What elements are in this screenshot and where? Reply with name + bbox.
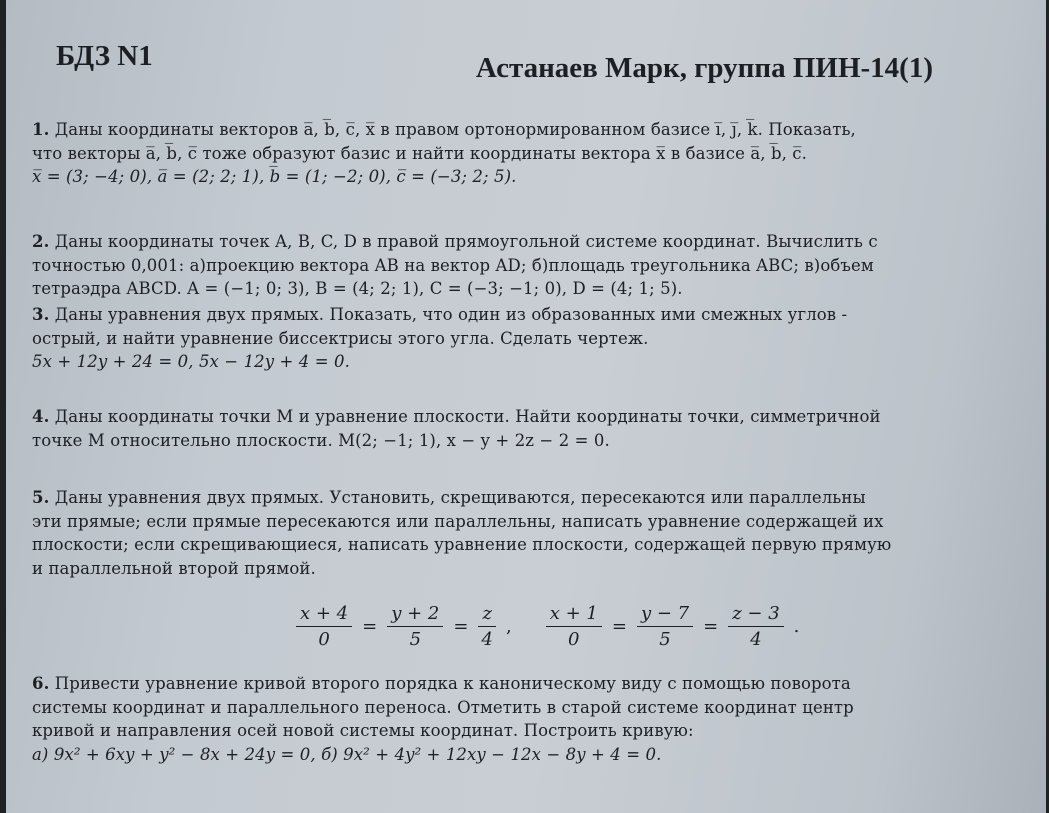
- document-title: БДЗ N1: [56, 40, 153, 72]
- problem-line: системы координат и параллельного переноса. Отметить в старой системе координат центр: [32, 697, 854, 717]
- author-line: Астанаев Марк, группа ПИН-14(1): [475, 52, 933, 84]
- period: .: [793, 616, 800, 637]
- problem-text: Даны координаты точки M и уравнение плоскости. Найти координаты точки, симметричной: [54, 407, 881, 426]
- numerator: z: [478, 603, 495, 627]
- problem-number: 3.: [32, 305, 50, 324]
- equals-sign: =: [611, 616, 627, 637]
- problem-line: [32, 303, 998, 327]
- problem-formula: а) 9x² + 6xy + y² − 8x + 24y = 0, б) 9x² + 4y² + 12xy − 12x − 8y + 4 = 0.: [32, 744, 662, 764]
- numerator: x + 1: [546, 603, 602, 627]
- fraction: [478, 603, 495, 650]
- problem-5: [32, 486, 998, 580]
- problem-line: [32, 672, 998, 696]
- problem-text: Даны координаты точек A, B, C, D в правой прямоугольной системе координат. Вычислить с: [54, 232, 878, 251]
- problem-line: кривой и направления осей новой системы координат. Построить кривую:: [32, 721, 694, 740]
- problem-line: точке M относительно плоскости. M(2; −1; 1), x − y + 2z − 2 = 0.: [32, 430, 610, 450]
- numerator: y − 7: [637, 603, 693, 627]
- problem-line: тетраэдра ABCD. A = (−1; 0; 3), B = (4; 2; 1), C = (−3; −1; 0), D = (4; 1; 5).: [32, 279, 683, 298]
- problem-line: что векторы a̅, b̅, c̅ тоже образуют базис и найти координаты вектора x̅ в базисе a̅, b̅, c̅.: [32, 143, 807, 163]
- problem-2: [32, 230, 998, 301]
- fraction: [728, 603, 783, 650]
- denominator: 4: [750, 629, 762, 650]
- numerator: x + 4: [296, 603, 352, 627]
- problem-text: Даны уравнения двух прямых. Показать, что один из образованных ими смежных углов -: [54, 305, 848, 324]
- problem-4: [32, 405, 998, 452]
- problem-line: острый, и найти уравнение биссектрисы этого угла. Сделать чертеж.: [32, 328, 649, 348]
- problem-line: [32, 230, 998, 254]
- problem-formula: 5x + 12y + 24 = 0, 5x − 12y + 4 = 0.: [32, 352, 350, 371]
- numerator: z − 3: [728, 603, 783, 627]
- document-page: [6, 0, 1046, 813]
- problem-number: 5.: [32, 488, 50, 507]
- problem-number: 6.: [32, 674, 50, 693]
- fraction: [387, 603, 443, 650]
- problem-text: Даны координаты векторов a̅, b̅, c̅, x̅ в правом ортонормированном базисе i̅, j̅, k̅. Показать,: [54, 120, 856, 139]
- problem-number: 1.: [32, 120, 50, 139]
- problem-line: [32, 405, 998, 429]
- numerator: y + 2: [387, 603, 443, 627]
- denominator: 0: [318, 629, 330, 650]
- problem-line: [32, 486, 998, 510]
- problem-text: Даны уравнения двух прямых. Установить, скрещиваются, пересекаются или параллельны: [54, 488, 866, 507]
- line-equations-formula: [296, 603, 799, 650]
- separator: ,: [505, 616, 512, 637]
- fraction: [546, 603, 602, 650]
- denominator: 0: [568, 629, 580, 650]
- problem-number: 2.: [32, 232, 50, 251]
- denominator: 4: [481, 629, 493, 650]
- problem-line: эти прямые; если прямые пересекаются или параллельны, написать уравнение содержащей их: [32, 511, 884, 531]
- denominator: 5: [659, 629, 671, 650]
- fraction: [296, 603, 352, 650]
- problem-line: [32, 118, 998, 142]
- problem-line: плоскости; если скрещивающиеся, написать уравнение плоскости, содержащей первую прямую: [32, 535, 892, 554]
- fraction: [637, 603, 693, 650]
- denominator: 5: [409, 629, 422, 650]
- problem-formula: x̅ = (3; −4; 0), a̅ = (2; 2; 1), b̅ = (1; −2; 0), c̅ = (−3; 2; 5).: [32, 167, 517, 186]
- problem-3: [32, 303, 998, 374]
- equals-sign: =: [362, 616, 378, 637]
- problem-6: [32, 672, 998, 766]
- problem-line: и параллельной второй прямой.: [32, 558, 316, 578]
- problem-line: точностью 0,001: а)проекцию вектора AB на вектор AD; б)площадь треугольника ABC; в)объем: [32, 255, 874, 275]
- equals-sign: =: [703, 616, 719, 637]
- equals-sign: =: [453, 616, 469, 637]
- problem-text: Привести уравнение кривой второго порядка к каноническому виду с помощью поворота: [54, 674, 851, 693]
- problem-number: 4.: [32, 407, 50, 426]
- problem-1: [32, 118, 998, 189]
